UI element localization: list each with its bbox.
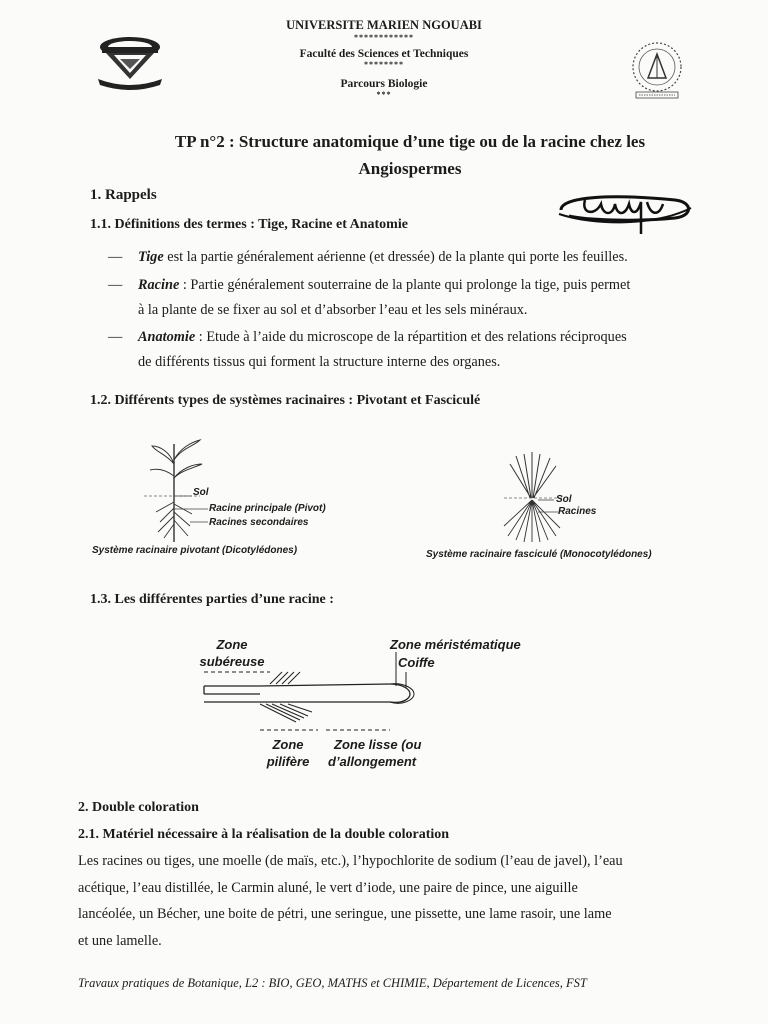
material-paragraph: [78, 848, 718, 954]
section-1-1-heading: 1.1. Définitions des termes : Tige, Racine et Anatomie: [90, 217, 408, 232]
fasciculate-caption: Système racinaire fasciculé (Monocotylédones): [426, 549, 652, 560]
header-stars-2: ********: [364, 60, 404, 69]
term-tige: Tige: [138, 249, 164, 265]
fasciculate-label-roots: Racines: [558, 506, 597, 517]
material-line: acétique, l’eau distillée, le Carmin aluné, le vert d’iode, une paire de pince, une aiguille: [78, 879, 578, 896]
label-zone-subereuse: Zone subéreuse: [199, 637, 265, 669]
label-coiffe: Coiffe: [398, 655, 435, 670]
section-1-3-heading: 1.3. Les différentes parties d’une racine :: [90, 592, 334, 607]
term-racine: Racine: [138, 277, 180, 293]
term-anatomie: Anatomie: [138, 329, 196, 345]
fasciculate-label-sol: Sol: [556, 494, 572, 505]
section-1-heading: 1. Rappels: [90, 187, 157, 203]
material-line: et une lamelle.: [78, 932, 162, 949]
label-zone-meristematique: Zone méristématique: [390, 637, 521, 652]
university-name: UNIVERSITE MARIEN NGOUABI ************: [0, 18, 768, 42]
header-stars-3: ***: [376, 90, 392, 99]
section-2-heading: 2. Double coloration: [78, 800, 199, 815]
definition-tige: — Tige est la partie généralement aérienne (et dressée) de la plante qui porte les feuilles.: [108, 249, 628, 265]
pivot-caption: Système racinaire pivotant (Dicotylédones): [92, 545, 298, 556]
label-zone-lisse: Zone lisse (ou d’allongement: [328, 737, 422, 769]
label-zone-pilifere: Zone pilifère: [266, 737, 310, 769]
definition-racine: — Racine : Partie généralement souterraine de la plante qui prolonge la tige, puis permet à la plante de se fixer au sol et d’absorber l’eau et les sels minéraux.: [108, 277, 631, 318]
handwritten-signature: [555, 186, 695, 244]
material-line: lancéolée, un Bécher, une boite de pétri, une seringue, une pissette, une lame rasoir, une lame: [78, 906, 612, 922]
program-name: Parcours Biologie ***: [0, 78, 768, 99]
section-2-1-heading: 2.1. Matériel nécessaire à la réalisation de la double coloration: [78, 827, 450, 842]
pivot-label-secondary-roots: Racines secondaires: [209, 517, 309, 528]
pivot-label-main-root: Racine principale (Pivot): [209, 503, 326, 514]
section-1-2-heading: 1.2. Différents types de systèmes racinaires : Pivotant et Fasciculé: [90, 393, 481, 408]
page-title: TP n°2 : Structure anatomique d’une tige ou de la racine chez les Angiospermes: [174, 132, 646, 178]
header-stars-1: ************: [354, 33, 414, 42]
definition-anatomie: — Anatomie : Etude à l’aide du microscope de la répartition et des relations réciproques de différents tissus qui forment la structure interne des organes.: [108, 329, 627, 370]
faculty-name: Faculté des Sciences et Techniques ********: [0, 48, 768, 69]
page-footer: Travaux pratiques de Botanique, L2 : BIO, GEO, MATHS et CHIMIE, Département de Licences, FST: [78, 976, 587, 990]
pivot-label-sol: Sol: [193, 487, 209, 498]
material-line: Les racines ou tiges, une moelle (de maïs, etc.), l’hypochlorite de sodium (l’eau de javel), l’eau: [78, 853, 623, 869]
